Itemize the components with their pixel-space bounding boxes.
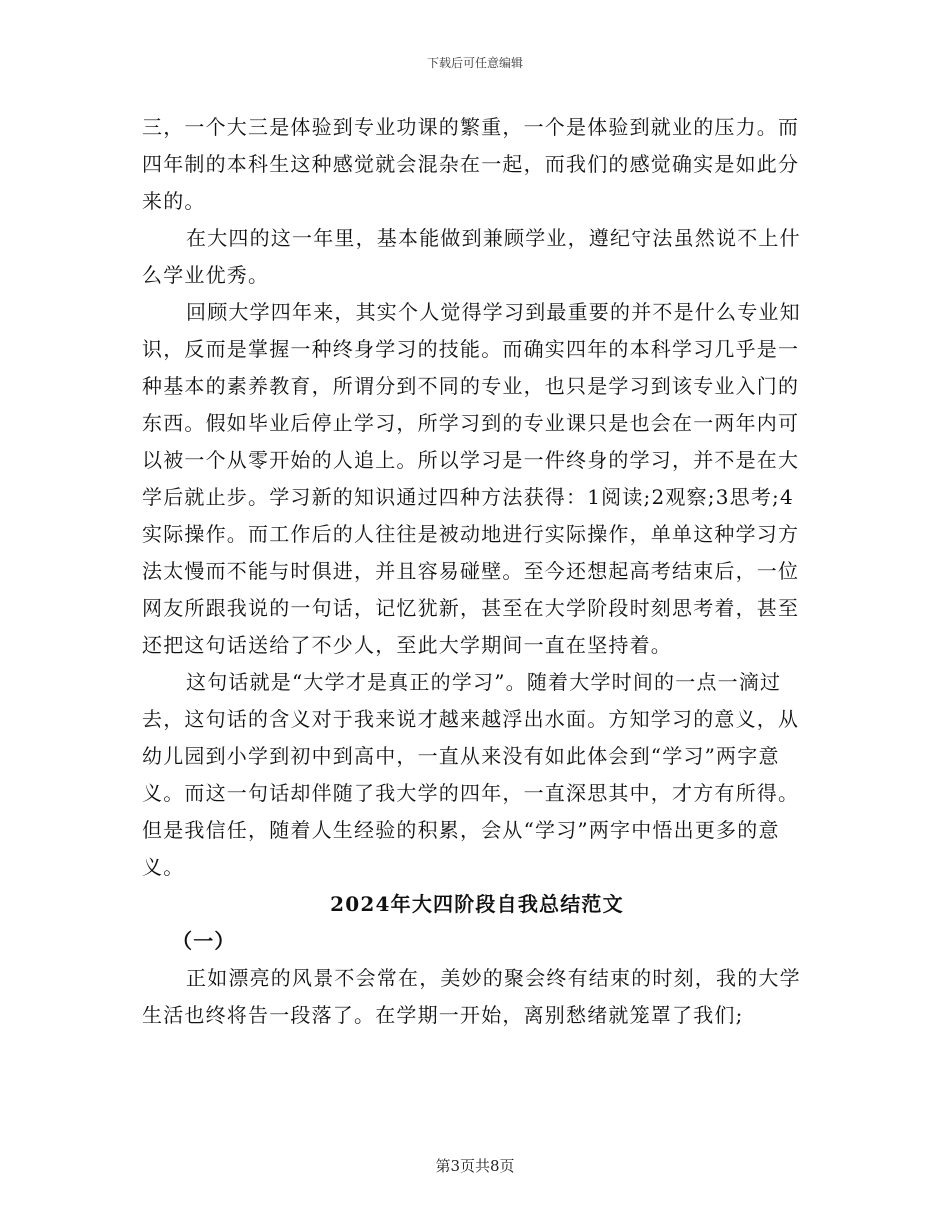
section-title: 2024年大四阶段自我总结范文 — [330, 892, 624, 916]
sub-title: （一） — [172, 929, 236, 953]
paragraph: 回顾大学四年来，其实个人觉得学习到最重要的并不是什么专业知识，反而是掌握一种终身学习的技能。而确实四年的本科学习几乎是一种基本的素养教育，所谓分到不同的专业，也只是学习到该专业入门的东西。假如毕业后停止学习，所学习到的专业课只是也会在一两年内可以被一个从零开始的人追上。所以学习是一件终身的学习，并不是在大学后就止步。学习新的知识通过四种方法获得：1阅读;2观察;3思考;4实际操作。而工作后的人往往是被动地进行实际操作，单单这种学习方法太慢而不能与时俱进，并且容易碰壁。至今还想起高考结束后，一位网友所跟我说的一句话，记忆犹新，甚至在大学阶段时刻思考着，甚至还把这句话送给了不少人，至此大学期间一直在坚持着。 — [142, 300, 801, 657]
paragraph: 这句话就是“大学才是真正的学习”。随着大学时间的一点一滴过去，这句话的含义对于我来说才越来越浮出水面。方知学习的意义，从幼儿园到小学到初中到高中，一直从来没有如此体会到“学习”两字意义。而这一句话却伴随了我大学的四年，一直深思其中，才方有所得。但是我信任，随着人生经验的积累，会从“学习”两字中悟出更多的意义。 — [142, 670, 800, 879]
page-footer: 第3页共8页 — [435, 1157, 515, 1175]
paragraph: 在大四的这一年里，基本能做到兼顾学业，遵纪守法虽然说不上什么学业优秀。 — [142, 226, 801, 287]
page-header: 下载后可任意编辑 — [426, 56, 523, 70]
paragraph-continuation: 三，一个大三是体验到专业功课的繁重，一个是体验到就业的压力。而四年制的本科生这种感觉就会混杂在一起，而我们的感觉确实是如此分来的。 — [142, 115, 800, 213]
paragraph: 正如漂亮的风景不会常在，美妙的聚会终有结束的时刻，我的大学生活也终将告一段落了。在学期一开始，离别愁绪就笼罩了我们; — [142, 966, 801, 1027]
document-body — [142, 109, 812, 1034]
